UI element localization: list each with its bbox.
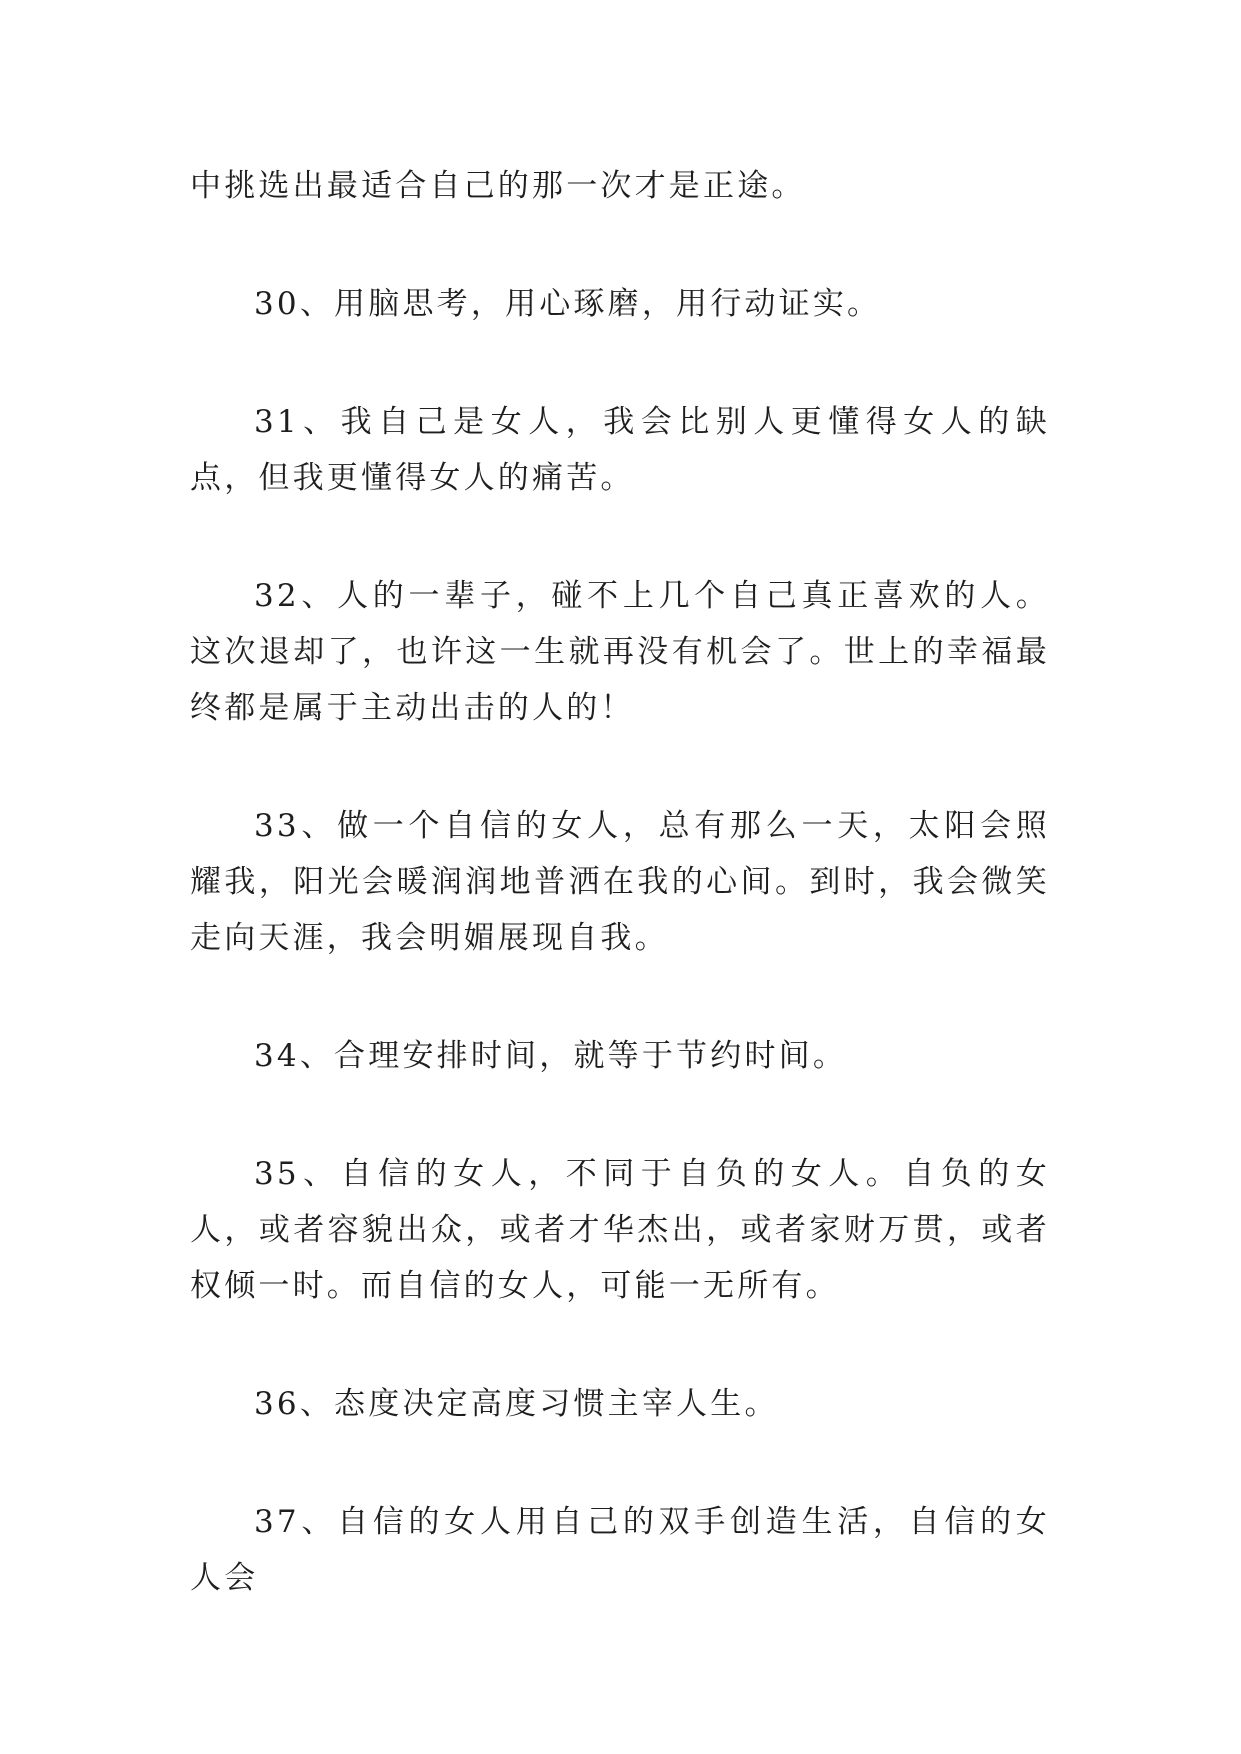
document-body bbox=[190, 158, 1050, 1606]
paragraph-gap bbox=[190, 1314, 1050, 1376]
paragraph-37: 37、自信的女人用自己的双手创造生活，自信的女人会 bbox=[190, 1504, 1050, 1596]
paragraph-gap bbox=[190, 1084, 1050, 1146]
paragraph-gap bbox=[190, 1432, 1050, 1494]
paragraph-gap bbox=[190, 506, 1050, 568]
paragraph-gap bbox=[190, 966, 1050, 1028]
paragraph-33: 33、做一个自信的女人，总有那么一天，太阳会照耀我，阳光会暖润润地普洒在我的心间。到时，我会微笑走向天涯，我会明媚展现自我。 bbox=[190, 808, 1050, 956]
paragraph-36: 36、态度决定高度习惯主宰人生。 bbox=[254, 1386, 779, 1422]
paragraph-35: 35、自信的女人，不同于自负的女人。自负的女人，或者容貌出众，或者才华杰出，或者家财万贯，或者权倾一时。而自信的女人，可能一无所有。 bbox=[190, 1156, 1050, 1304]
paragraph-continuation: 中挑选出最适合自己的那一次才是正途。 bbox=[190, 168, 806, 204]
paragraph-32: 32、人的一辈子，碰不上几个自己真正喜欢的人。这次退却了，也许这一生就再没有机会了。世上的幸福最终都是属于主动出击的人的！ bbox=[190, 578, 1050, 726]
paragraph-31: 31、我自己是女人，我会比别人更懂得女人的缺点，但我更懂得女人的痛苦。 bbox=[190, 404, 1050, 496]
paragraph-34: 34、合理安排时间，就等于节约时间。 bbox=[254, 1038, 848, 1074]
paragraph-gap bbox=[190, 214, 1050, 276]
paragraph-gap bbox=[190, 332, 1050, 394]
paragraph-gap bbox=[190, 736, 1050, 798]
paragraph-30: 30、用脑思考，用心琢磨，用行动证实。 bbox=[254, 286, 882, 322]
